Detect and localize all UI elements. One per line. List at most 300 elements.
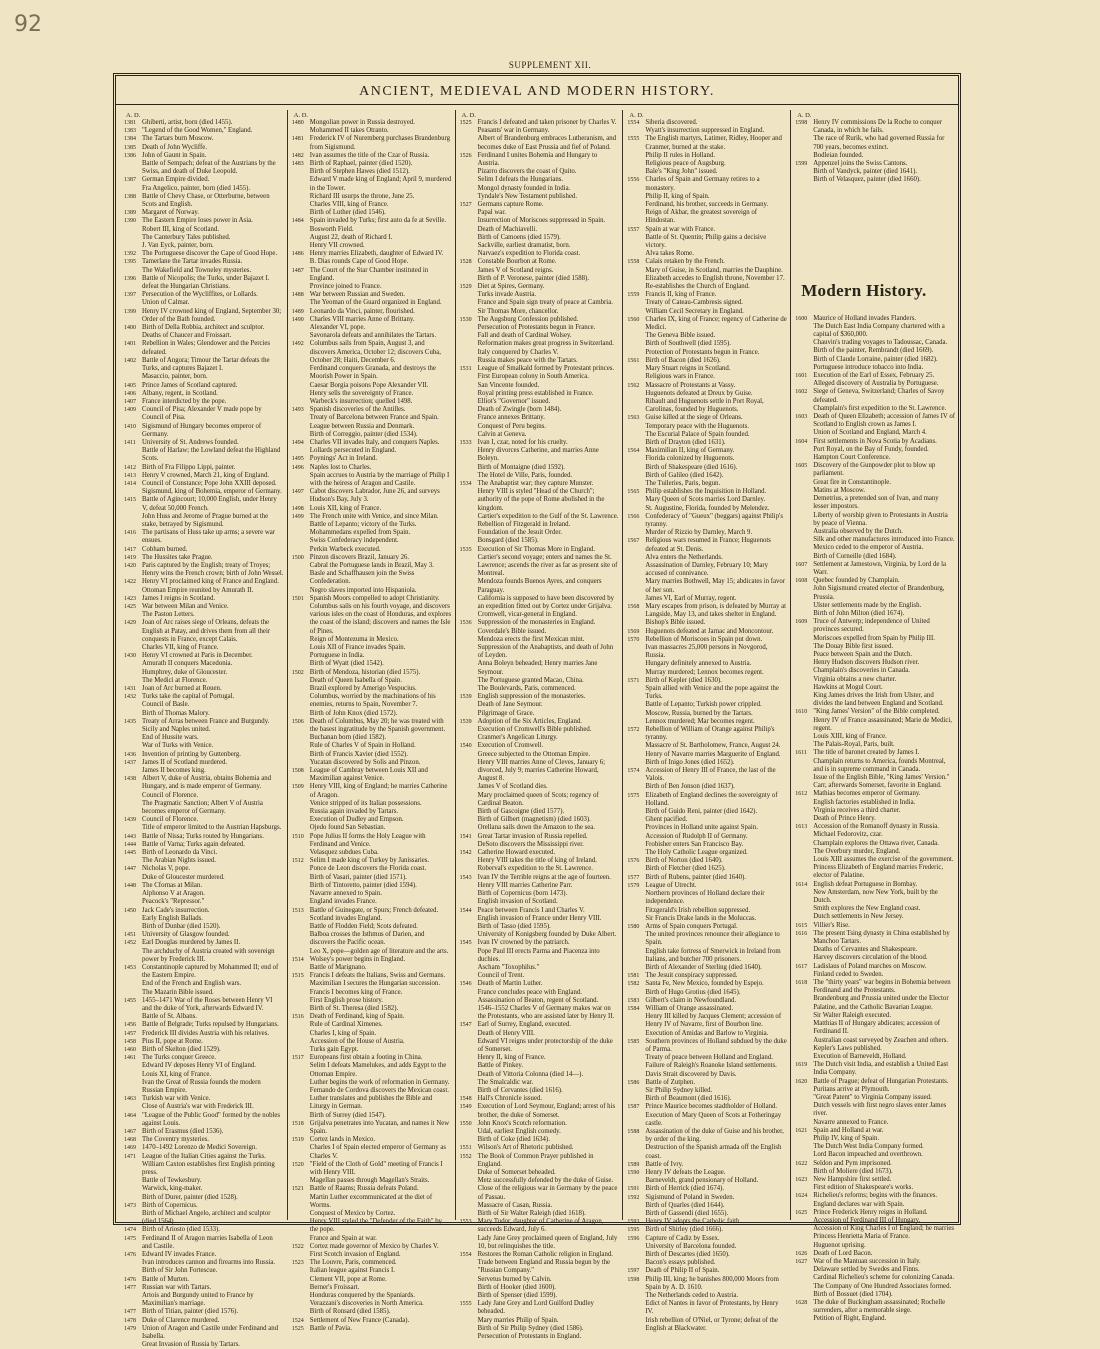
- entry-text: Earl of Surrey, England, executed.: [477, 1021, 571, 1029]
- history-entry: [795, 1192, 955, 1200]
- history-entry: [292, 505, 452, 513]
- history-columns: [120, 110, 958, 1349]
- entry-year: [627, 308, 645, 316]
- entry-year: [795, 1242, 813, 1250]
- entry-year: [627, 1062, 645, 1070]
- entry-year: [795, 971, 813, 979]
- entry-year: 1437: [124, 759, 136, 766]
- entry-text: Mathias becomes emperor of Germany.: [813, 790, 921, 798]
- entry-text: Cardinal Richelieu's scheme for colonizing Canada.: [813, 1274, 955, 1282]
- entry-text: Henry VII crowned.: [309, 242, 365, 250]
- history-entry: [627, 742, 787, 750]
- entry-text: Birth of Skelton (died 1529).: [142, 1045, 221, 1053]
- entry-text: Alva enters the Netherlands.: [645, 553, 723, 561]
- entry-year: 1476: [124, 1252, 136, 1259]
- entry-year: 1612: [795, 791, 808, 798]
- entry-year: [795, 364, 813, 372]
- history-entry: [292, 513, 452, 521]
- history-entry: [627, 513, 787, 529]
- entry-text: The Wakefield and Towneley mysteries.: [142, 266, 252, 274]
- entry-year: [460, 1005, 478, 1021]
- history-entry: [627, 119, 787, 127]
- entry-year: [795, 1053, 813, 1061]
- entry-text: Prince Frederick Henry reigns in Holland.: [813, 1208, 928, 1216]
- history-entry: [795, 495, 955, 511]
- entry-year: 1395: [124, 259, 136, 266]
- entry-year: [795, 1135, 813, 1143]
- entry-text: Anna Boleyn beheaded; Henry marries Jane Seymour.: [477, 660, 598, 676]
- history-entry: [460, 488, 620, 513]
- entry-year: [795, 380, 813, 388]
- entry-text: James I reigns in Scotland.: [142, 594, 216, 602]
- entry-text: Huguenots defeated at Dreux by Guise.: [645, 389, 753, 397]
- history-entry: [627, 1054, 787, 1062]
- history-entry: [627, 332, 787, 340]
- entry-text: End of the French and English wars.: [142, 980, 242, 988]
- history-entry: [460, 1103, 620, 1119]
- history-entry: [124, 1251, 284, 1259]
- history-entry: [292, 439, 452, 447]
- history-entry: [292, 324, 452, 332]
- entry-text: Battle of Zutphen.: [645, 1078, 696, 1086]
- entry-text: Lady Jane Grey and Lord Guilford Dudley beheaded.: [477, 1300, 594, 1316]
- history-entry: [627, 792, 787, 808]
- history-entry: [292, 1013, 452, 1021]
- history-entry: [124, 693, 284, 701]
- entry-text: Sir Philip Sydney killed.: [645, 1086, 713, 1094]
- entry-year: 1561: [627, 357, 640, 364]
- history-entry: [124, 1259, 284, 1267]
- entry-text: Charles I, king of Spain.: [309, 1029, 377, 1037]
- entry-text: Battle of Belgrade; Turks repulsed by Hungarians.: [142, 1021, 279, 1029]
- entry-year: 1436: [124, 751, 136, 758]
- entry-year: 1543: [459, 874, 472, 881]
- entry-year: 1516: [291, 1014, 304, 1021]
- entry-year: 1624: [795, 1193, 808, 1200]
- history-entry: [627, 1013, 787, 1029]
- entry-text: Death of John Wycliffe.: [142, 143, 208, 151]
- entry-year: [460, 1235, 478, 1251]
- history-entry: [124, 406, 284, 422]
- entry-year: [795, 323, 813, 339]
- history-entry: [292, 521, 452, 529]
- entry-text: Huguenots defeated at Jarnac and Moncontour.: [645, 627, 774, 635]
- history-entry: [124, 546, 284, 554]
- entry-text: Russia makes peace with the Tartars.: [477, 356, 578, 364]
- entry-text: Hampton Court Conference.: [813, 454, 891, 462]
- entry-text: Quebec founded by Champlain.: [813, 577, 900, 585]
- entry-text: Battle of Harlaw; the Lowland defeat the Highland Scots.: [142, 447, 281, 463]
- entry-text: Wyatt's insurrection suppressed in England.: [645, 127, 765, 135]
- history-entry: [460, 250, 620, 258]
- entry-text: Duke of Gloucester murdered.: [142, 873, 225, 881]
- entry-text: Irish rebellion of O'Niel, or Tyrone; defeat of the English at Blackwater.: [645, 1316, 778, 1332]
- history-entry: [795, 1184, 955, 1192]
- entry-text: Birth of Luther (died 1546).: [309, 209, 386, 217]
- entry-year: 1430: [124, 653, 136, 660]
- entry-year: 1539: [459, 718, 472, 725]
- page-title: ANCIENT, MEDIEVAL AND MODERN HISTORY.: [359, 84, 715, 99]
- entry-year: [292, 989, 310, 997]
- entry-year: 1514: [291, 956, 304, 963]
- entry-year: [292, 1005, 310, 1013]
- history-entry: [460, 1038, 620, 1054]
- entry-year: [627, 480, 645, 488]
- entry-text: Luther translates and publishes the Bible and Liturgy in German.: [309, 1095, 433, 1111]
- entry-text: Guise killed at the siege of Orleans.: [645, 414, 743, 422]
- entry-year: 1548: [459, 1096, 472, 1103]
- history-entry: [795, 807, 955, 815]
- entry-text: Columbus sails from Spain, August 3, and discovers America, October 12; discovers Cuba, October 28; Haiti, December 6.: [309, 340, 441, 364]
- history-entry: [627, 1194, 787, 1202]
- entry-text: Pius II, pope at Rome.: [142, 1037, 203, 1045]
- history-entry: [627, 1226, 787, 1234]
- entry-year: 1562: [627, 382, 640, 389]
- entry-year: [292, 824, 310, 832]
- entry-year: [795, 1225, 813, 1241]
- history-entry: [124, 603, 284, 611]
- entry-year: 1542: [459, 850, 472, 857]
- entry-text: Birth of Bossuet (died 1704).: [813, 1290, 893, 1298]
- entry-text: Issue of the English Bible, "King James' Version.": [813, 774, 950, 781]
- entry-text: Chauvin's trading voyages to Tadoussac, Canada.: [813, 339, 948, 347]
- entry-year: 1489: [291, 308, 304, 315]
- entry-year: [627, 849, 645, 857]
- entry-year: 1478: [124, 1317, 136, 1324]
- history-entry: [292, 1243, 452, 1251]
- history-entry: [460, 578, 620, 594]
- entry-year: 1555: [627, 136, 640, 143]
- history-entry: [627, 308, 787, 316]
- entry-text: Birth of Descartes (died 1650).: [645, 1251, 730, 1259]
- history-entry: [795, 692, 955, 708]
- history-entry: [124, 1161, 284, 1177]
- history-entry: [292, 1046, 452, 1054]
- entry-text: Massacre of Protestants at Vassy.: [645, 381, 736, 389]
- history-entry: [795, 905, 955, 913]
- history-entry: [795, 1201, 955, 1209]
- entry-year: [292, 176, 310, 192]
- entry-year: [292, 800, 310, 808]
- history-entry: [460, 472, 620, 480]
- history-entry: [460, 1317, 620, 1325]
- entry-year: 1613: [795, 824, 808, 831]
- entry-text: Clement VII, pope at Rome.: [309, 1275, 387, 1283]
- entry-year: [124, 898, 142, 906]
- entry-text: Great fire in Constantinople.: [813, 478, 891, 486]
- entry-year: [460, 1071, 478, 1079]
- history-entry: [292, 316, 452, 324]
- history-entry: [460, 521, 620, 529]
- history-entry: [460, 135, 620, 151]
- entry-year: 1513: [291, 907, 304, 914]
- history-entry: [124, 1021, 284, 1029]
- entry-text: England declares war with Spain.: [813, 1200, 905, 1208]
- entry-year: [292, 382, 310, 390]
- history-entry: [627, 373, 787, 381]
- entry-year: [292, 1276, 310, 1284]
- history-entry: [460, 1030, 620, 1038]
- entry-year: [124, 242, 142, 250]
- entry-year: [460, 324, 478, 332]
- entry-text: John of Gaunt in Spain.: [142, 151, 207, 159]
- entry-text: Swiss Confederacy independent.: [309, 537, 399, 545]
- entry-year: [292, 226, 310, 234]
- entry-year: 1396: [124, 275, 136, 282]
- history-entry: [124, 726, 284, 734]
- entry-year: [292, 644, 310, 652]
- history-entry: [460, 340, 620, 348]
- entry-text: Italy conquered by Charles V.: [477, 348, 559, 356]
- entry-year: 1530: [459, 316, 472, 323]
- history-entry: [460, 972, 620, 980]
- history-entry: [292, 283, 452, 291]
- entry-year: [627, 160, 645, 168]
- history-entry: [627, 464, 787, 472]
- entry-text: Ivan assumes the title of the Czar of Russia.: [309, 151, 430, 159]
- entry-text: Truce of Antwerp; independence of United provinces secured.: [813, 618, 930, 634]
- entry-text: Death of Columbus, May 20; he was treated with the basest ingratitude by the Spanish government.: [309, 717, 446, 734]
- entry-year: 1463: [124, 1096, 136, 1103]
- history-entry: [627, 1185, 787, 1193]
- entry-text: Brandenburg and Prussia united under the Elector Palatine, and the Catholic Bavarian League.: [813, 995, 949, 1011]
- entry-text: Davis Strait discovered by Davis.: [645, 1070, 737, 1078]
- entry-text: War of Turks with Venice.: [142, 742, 214, 750]
- entry-year: [460, 890, 478, 898]
- history-entry: [460, 874, 620, 882]
- history-entry: [627, 562, 787, 578]
- entry-year: [795, 1217, 813, 1225]
- entry-year: [460, 1054, 478, 1062]
- entry-text: The united provinces renounce their allegiance to Spain.: [645, 931, 780, 947]
- history-entry: [795, 528, 955, 536]
- entry-text: Albany, regent, in Scotland.: [142, 389, 218, 397]
- entry-text: Cabral the Portuguese lands in Brazil, May 3.: [309, 561, 434, 569]
- history-entry: [292, 472, 452, 488]
- entry-text: Cranmer's Angelican Liturgy.: [477, 734, 558, 742]
- history-entry: [460, 644, 620, 660]
- entry-text: Virginia obtains a new charter.: [813, 675, 897, 683]
- entry-text: Birth of Velasquez, painter (died 1660).: [813, 176, 921, 184]
- entry-text: Failure of Raleigh's Roanoke Island settlements.: [645, 1062, 777, 1070]
- history-entry: [292, 734, 452, 742]
- entry-year: [627, 201, 645, 209]
- entry-text: Sigismund of Poland in Sweden.: [645, 1193, 735, 1201]
- entry-year: 1471: [124, 1153, 136, 1160]
- history-entry: [460, 939, 620, 947]
- entry-year: [460, 193, 478, 201]
- history-entry: [460, 258, 620, 266]
- history-entry: [795, 651, 955, 659]
- history-entry: [627, 685, 787, 701]
- entry-year: 1622: [795, 1160, 808, 1167]
- entry-text: The Overbury murder, England.: [813, 847, 901, 855]
- entry-text: Sigismund of Hungary becomes emperor of Germany.: [142, 422, 262, 438]
- history-entry: [795, 1176, 955, 1184]
- history-entry: [292, 915, 452, 923]
- entry-year: [627, 701, 645, 709]
- entry-year: 1536: [459, 620, 472, 627]
- entry-text: Birth of Ronsard (died 1585).: [309, 1308, 391, 1316]
- history-column: [287, 110, 455, 1332]
- history-entry: [124, 488, 284, 496]
- entry-year: 1479: [124, 1325, 136, 1332]
- entry-year: [460, 529, 478, 537]
- entry-text: Puritans arrive at Plymouth.: [813, 1085, 890, 1093]
- history-entry: [627, 357, 787, 365]
- entry-year: 1492: [291, 341, 304, 348]
- history-entry: [292, 1161, 452, 1177]
- history-entry: [627, 751, 787, 759]
- entry-year: 1405: [124, 382, 136, 389]
- entry-year: [292, 693, 310, 709]
- entry-year: 1534: [459, 480, 472, 487]
- entry-text: Navarre annexed to France.: [813, 1118, 889, 1126]
- entry-text: Reign of Montezuma in Mexico.: [309, 635, 399, 643]
- entry-year: 1533: [459, 439, 472, 446]
- history-entry: [124, 185, 284, 193]
- entry-text: The partisans of Huss take up arms; a severe war ensues.: [142, 529, 276, 545]
- history-entry: [292, 1136, 452, 1144]
- entry-year: [627, 1300, 645, 1316]
- history-entry: [627, 882, 787, 890]
- entry-year: [460, 537, 478, 545]
- history-entry: [124, 578, 284, 586]
- entry-year: [627, 1112, 645, 1128]
- history-entry: [124, 1267, 284, 1275]
- entry-text: League of Utrecht.: [645, 881, 697, 889]
- history-entry: [627, 554, 787, 562]
- entry-text: Execution of Cromwell's Bible published.: [477, 726, 592, 734]
- entry-text: Royal printing press established in France.: [477, 389, 594, 397]
- entry-year: [795, 807, 813, 815]
- entry-text: France annexes Brittany.: [477, 414, 545, 422]
- history-entry: [292, 710, 452, 718]
- entry-year: [124, 1292, 142, 1308]
- history-entry: [795, 1119, 955, 1127]
- history-entry: [627, 1169, 787, 1177]
- entry-year: [292, 1210, 310, 1218]
- history-entry: [292, 972, 452, 980]
- entry-text: Luther begins the work of reformation in Germany.: [309, 1078, 450, 1086]
- entry-text: Calvin at Geneva.: [477, 430, 527, 438]
- entry-year: [795, 405, 813, 413]
- entry-year: [460, 275, 478, 283]
- entry-text: The Jesuit conspiracy suppressed.: [645, 972, 738, 980]
- history-entry: [292, 382, 452, 390]
- entry-text: Birth of Gassendi (died 1655).: [645, 1210, 729, 1218]
- entry-text: Settlement at Jamestown, Virginia, by Lord de la Warr.: [813, 560, 946, 576]
- entry-year: [795, 495, 813, 511]
- history-entry: [292, 595, 452, 603]
- entry-year: [460, 1169, 478, 1177]
- entry-year: 1567: [627, 538, 640, 545]
- entry-year: [795, 864, 813, 880]
- entry-text: War of the Mantuan succession in Italy.: [813, 1257, 921, 1265]
- entry-text: Charles I of Spain elected emperor of Germany as Charles V.: [309, 1144, 447, 1160]
- history-entry: [460, 841, 620, 849]
- entry-year: [795, 1119, 813, 1127]
- entry-year: [460, 1284, 478, 1292]
- entry-text: Trade between England and Russia begun by the "Russian Company.": [477, 1259, 611, 1275]
- history-entry: [627, 529, 787, 537]
- history-entry: [124, 644, 284, 652]
- entry-text: Henry marries Elizabeth, daughter of Edward IV.: [309, 250, 444, 258]
- entry-year: [292, 324, 310, 332]
- history-entry: [627, 1128, 787, 1144]
- history-entry: [627, 1300, 787, 1316]
- entry-text: Bonsgard (died 1585).: [477, 537, 539, 545]
- entry-text: Battle of St. Quentin; Philip gains a decisive victory.: [645, 233, 767, 250]
- entry-text: Henry IV crowned king of England, September 30; Order of the Bath founded.: [142, 307, 282, 323]
- entry-year: [292, 1062, 310, 1078]
- entry-text: Bosworth Field.: [309, 225, 354, 233]
- entry-year: 1432: [124, 694, 136, 701]
- entry-text: Tyndale's New Testament published.: [477, 192, 578, 200]
- entry-year: 1487: [291, 267, 304, 274]
- entry-year: [795, 651, 813, 659]
- entry-year: [124, 185, 142, 193]
- entry-year: [124, 792, 142, 800]
- entry-text: Death of Queen Elizabeth; accession of James IV of Scotland to English crown as James I.: [813, 413, 955, 429]
- entry-year: [627, 127, 645, 135]
- history-entry: [124, 299, 284, 307]
- entry-text: The Tartars burn Moscow.: [142, 135, 214, 143]
- history-entry: [460, 1251, 620, 1259]
- entry-text: Henry VIII takes the title of king of Ireland.: [477, 857, 597, 865]
- history-entry: [292, 956, 452, 964]
- history-entry: [627, 1144, 787, 1160]
- entry-year: [292, 931, 310, 947]
- history-entry: [292, 168, 452, 176]
- history-entry: [627, 759, 787, 767]
- history-entry: [627, 808, 787, 816]
- entry-year: [627, 250, 645, 258]
- entry-text: James V of Scotland dies.: [477, 783, 548, 791]
- entry-year: [124, 160, 142, 176]
- history-entry: [460, 1005, 620, 1021]
- history-entry: [124, 209, 284, 217]
- history-entry: [124, 824, 284, 832]
- entry-year: [795, 1037, 813, 1045]
- entry-text: Birth of St. Theresa (died 1582).: [309, 1004, 399, 1012]
- entry-year: [795, 733, 813, 741]
- history-entry: [124, 464, 284, 472]
- history-entry: [292, 718, 452, 734]
- entry-year: [795, 512, 813, 528]
- entry-text: Martin Luther excommunicated at the diet of Worms.: [309, 1193, 433, 1209]
- entry-text: Foundation of the Jesuit Order.: [477, 529, 562, 537]
- entry-year: 1381: [124, 120, 136, 126]
- entry-text: Australia observed by the Dutch.: [813, 527, 903, 535]
- entry-text: Negro slaves imported into Hispaniola.: [309, 586, 417, 594]
- history-entry: [795, 1299, 955, 1315]
- entry-year: 1596: [627, 1235, 640, 1242]
- history-entry: [627, 455, 787, 463]
- history-entry: [627, 447, 787, 455]
- entry-text: Maximilian I secures the Hungarian succession.: [309, 980, 441, 988]
- history-entry: [460, 1300, 620, 1316]
- entry-year: 1590: [627, 1170, 640, 1176]
- history-entry: [124, 226, 284, 234]
- entry-year: 1517: [291, 1055, 304, 1062]
- history-entry: [627, 291, 787, 299]
- entry-year: 1502: [291, 669, 304, 676]
- history-entry: [795, 1291, 955, 1299]
- history-entry: [292, 652, 452, 660]
- entry-text: Accession of King Charles I of England; he marries Princess Henrietta Maria of France.: [813, 1225, 954, 1241]
- entry-year: 1400: [124, 325, 136, 332]
